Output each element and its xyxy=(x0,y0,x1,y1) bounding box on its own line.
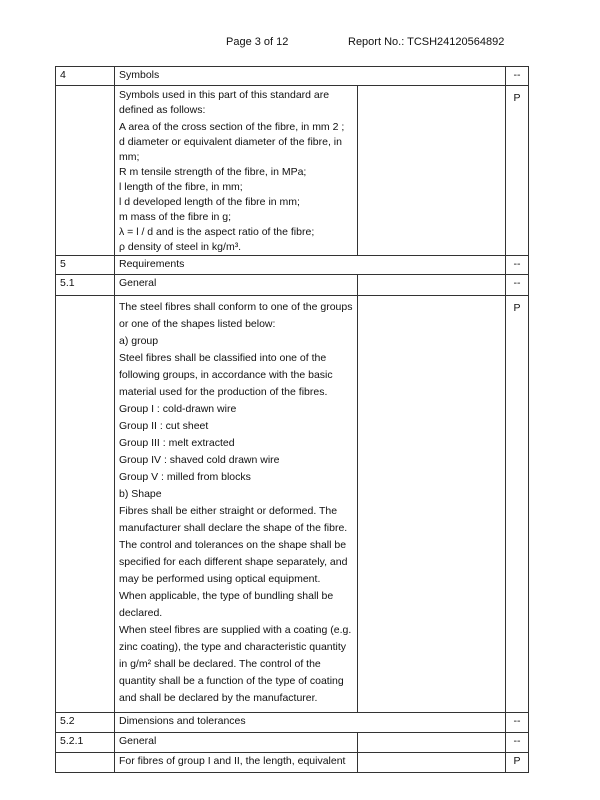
result-cell xyxy=(358,753,506,773)
requirement-text: For fibres of group I and II, the length, equivalent xyxy=(115,753,358,773)
verdict-cell: -- xyxy=(506,733,529,753)
result-cell xyxy=(358,733,506,753)
text-paragraph: Group III : melt extracted xyxy=(119,437,235,449)
text-paragraph: a) group xyxy=(119,335,159,347)
table-row xyxy=(56,296,529,713)
text-paragraph: b) Shape xyxy=(119,488,162,500)
clause-title: General xyxy=(115,275,358,296)
text-line: λ = l / d and is the aspect ratio of the fibre; xyxy=(119,226,315,238)
clause-title: Dimensions and tolerances xyxy=(115,713,506,733)
clause-number: 5.1 xyxy=(56,275,115,296)
requirement-text xyxy=(115,86,358,256)
text-paragraph: Fibres shall be either straight or deformed. The manufacturer shall declare the shape of the fibre. The control and tolerances on the shape shall be specified for each different shape separately, and may be performed using optical equipment. xyxy=(119,505,348,585)
verdict-cell: -- xyxy=(506,713,529,733)
verdict-cell: -- xyxy=(506,256,529,275)
text-paragraph: Steel fibres shall be classified into one of the following groups, in accordance with the basic material used for the production of the fibres. xyxy=(119,352,333,398)
page-header xyxy=(0,36,600,50)
table-row xyxy=(56,753,529,773)
clause-table xyxy=(55,66,529,773)
result-cell xyxy=(358,296,506,713)
clause-number: 5.2 xyxy=(56,713,115,733)
clause-number xyxy=(56,753,115,773)
verdict-cell: -- xyxy=(506,275,529,296)
text-paragraph: When applicable, the type of bundling shall be declared. xyxy=(119,590,334,619)
text-paragraph: Group IV : shaved cold drawn wire xyxy=(119,454,280,466)
text-line: m mass of the fibre in g; xyxy=(119,211,232,223)
result-cell xyxy=(358,275,506,296)
clause-number: 4 xyxy=(56,67,115,86)
text-paragraph: Group I : cold-drawn wire xyxy=(119,403,237,415)
requirement-text xyxy=(115,296,358,713)
table-row xyxy=(56,256,529,275)
clause-number xyxy=(56,86,115,256)
text-paragraph: Group V : milled from blocks xyxy=(119,471,251,483)
text-line: l length of the fibre, in mm; xyxy=(119,181,243,193)
clause-number xyxy=(56,296,115,713)
text-line: ρ density of steel in kg/m³. xyxy=(119,241,242,253)
text-line: A area of the cross section of the fibre, in mm 2 ; xyxy=(119,121,345,133)
result-cell xyxy=(358,86,506,256)
report-number: Report No.: TCSH24120564892 xyxy=(348,36,505,48)
table-row xyxy=(56,275,529,296)
clause-number: 5 xyxy=(56,256,115,275)
clause-title: Symbols xyxy=(115,67,506,86)
table-row xyxy=(56,67,529,86)
verdict-cell: P xyxy=(506,296,529,713)
text-line: l d developed length of the fibre in mm; xyxy=(119,196,300,208)
verdict-cell: P xyxy=(506,86,529,256)
clause-title: Requirements xyxy=(115,256,506,275)
clause-number: 5.2.1 xyxy=(56,733,115,753)
verdict-cell: P xyxy=(506,753,529,773)
text-paragraph: The steel fibres shall conform to one of the groups or one of the shapes listed below: xyxy=(119,301,353,330)
clause-title: General xyxy=(115,733,358,753)
table-row xyxy=(56,713,529,733)
page-number: Page 3 of 12 xyxy=(226,36,289,48)
text-line: d diameter or equivalent diameter of the fibre, in mm; xyxy=(119,136,342,163)
table-row xyxy=(56,733,529,753)
table-row xyxy=(56,86,529,256)
text-line: R m tensile strength of the fibre, in MPa; xyxy=(119,166,307,178)
text-paragraph: When steel fibres are supplied with a coating (e.g. zinc coating), the type and characteristic quantity in g/m² shall be declared. The control of the quantity shall be a function of the type of coating and shall be declared by the manufacturer. xyxy=(119,624,352,704)
text-paragraph: Group II : cut sheet xyxy=(119,420,209,432)
verdict-cell: -- xyxy=(506,67,529,86)
text-line: Symbols used in this part of this standard are defined as follows: xyxy=(119,89,330,116)
